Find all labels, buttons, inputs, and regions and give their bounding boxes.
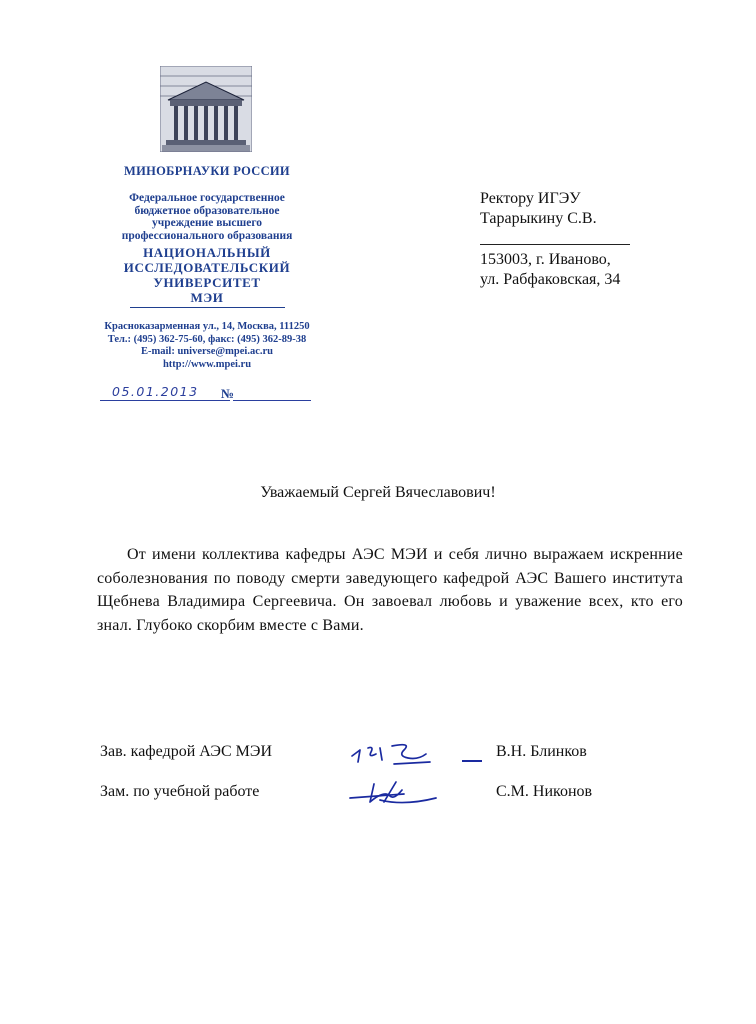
letter-body: От имени коллектива кафедры АЭС МЭИ и себя лично выражаем искренние соболезнования по поводу смерти заведующего кафедрой АЭС Вашего института Щебнева Владимира Сергеевича. Он завоевал любовь и уважение всех, кто его знал. Глубоко скорбим вместе с Вами. xyxy=(97,546,683,634)
handwritten-signature-1 xyxy=(346,738,436,770)
addressee-divider xyxy=(480,244,630,245)
org-type-line: бюджетное образовательное xyxy=(134,204,280,217)
org-type-line: Федеральное государственное xyxy=(129,192,285,204)
ministry-name: МИНОБРНАУКИ РОССИИ xyxy=(124,164,290,178)
org-type-line: учреждение высшего xyxy=(151,217,263,229)
addressee xyxy=(480,189,597,229)
org-type-line: профессионального образования xyxy=(121,229,293,242)
org-name-line: НАЦИОНАЛЬНЫЙ xyxy=(143,245,271,260)
signatory-2-position: Зам. по учебной работе xyxy=(100,783,260,800)
org-name-line: МЭИ xyxy=(190,290,224,305)
website-line: http://www.mpei.ru xyxy=(162,358,252,370)
postal-city: 153003, г. Иваново, xyxy=(480,251,611,268)
signature-dash xyxy=(462,760,482,762)
handwritten-signature-2 xyxy=(344,776,444,808)
signatory-1-name: В.Н. Блинков xyxy=(496,743,587,760)
signatory-1-position: Зав. кафедрой АЭС МЭИ xyxy=(100,743,272,760)
org-name-line: УНИВЕРСИТЕТ xyxy=(153,275,261,290)
letterhead-divider xyxy=(130,307,285,308)
addressee-postal xyxy=(480,250,620,290)
addressee-title: Ректору ИГЭУ xyxy=(480,190,581,207)
number-sign: № xyxy=(221,386,235,401)
signatory-2-name: С.М. Никонов xyxy=(496,783,593,800)
organization-name xyxy=(96,245,318,305)
organization-type xyxy=(96,192,318,242)
date-underline xyxy=(100,400,230,401)
address-line: Красноказарменная ул., 14, Москва, 111250 xyxy=(104,321,310,332)
org-name-line: ИССЛЕДОВАТЕЛЬСКИЙ xyxy=(123,260,291,275)
letter-date: 05.01.2013 xyxy=(112,384,199,399)
postal-street: ул. Рабфаковская, 34 xyxy=(480,271,621,288)
contact-info xyxy=(96,321,318,371)
university-building-icon xyxy=(160,66,252,152)
phone-fax-line: Тел.: (495) 362-75-60, факс: (495) 362-89-38 xyxy=(107,333,307,345)
email-line: E-mail: universe@mpei.ac.ru xyxy=(141,346,273,357)
salutation: Уважаемый Сергей Вячеславович! xyxy=(260,484,496,501)
number-underline xyxy=(233,400,311,401)
addressee-name: Тарарыкину С.В. xyxy=(480,210,597,227)
